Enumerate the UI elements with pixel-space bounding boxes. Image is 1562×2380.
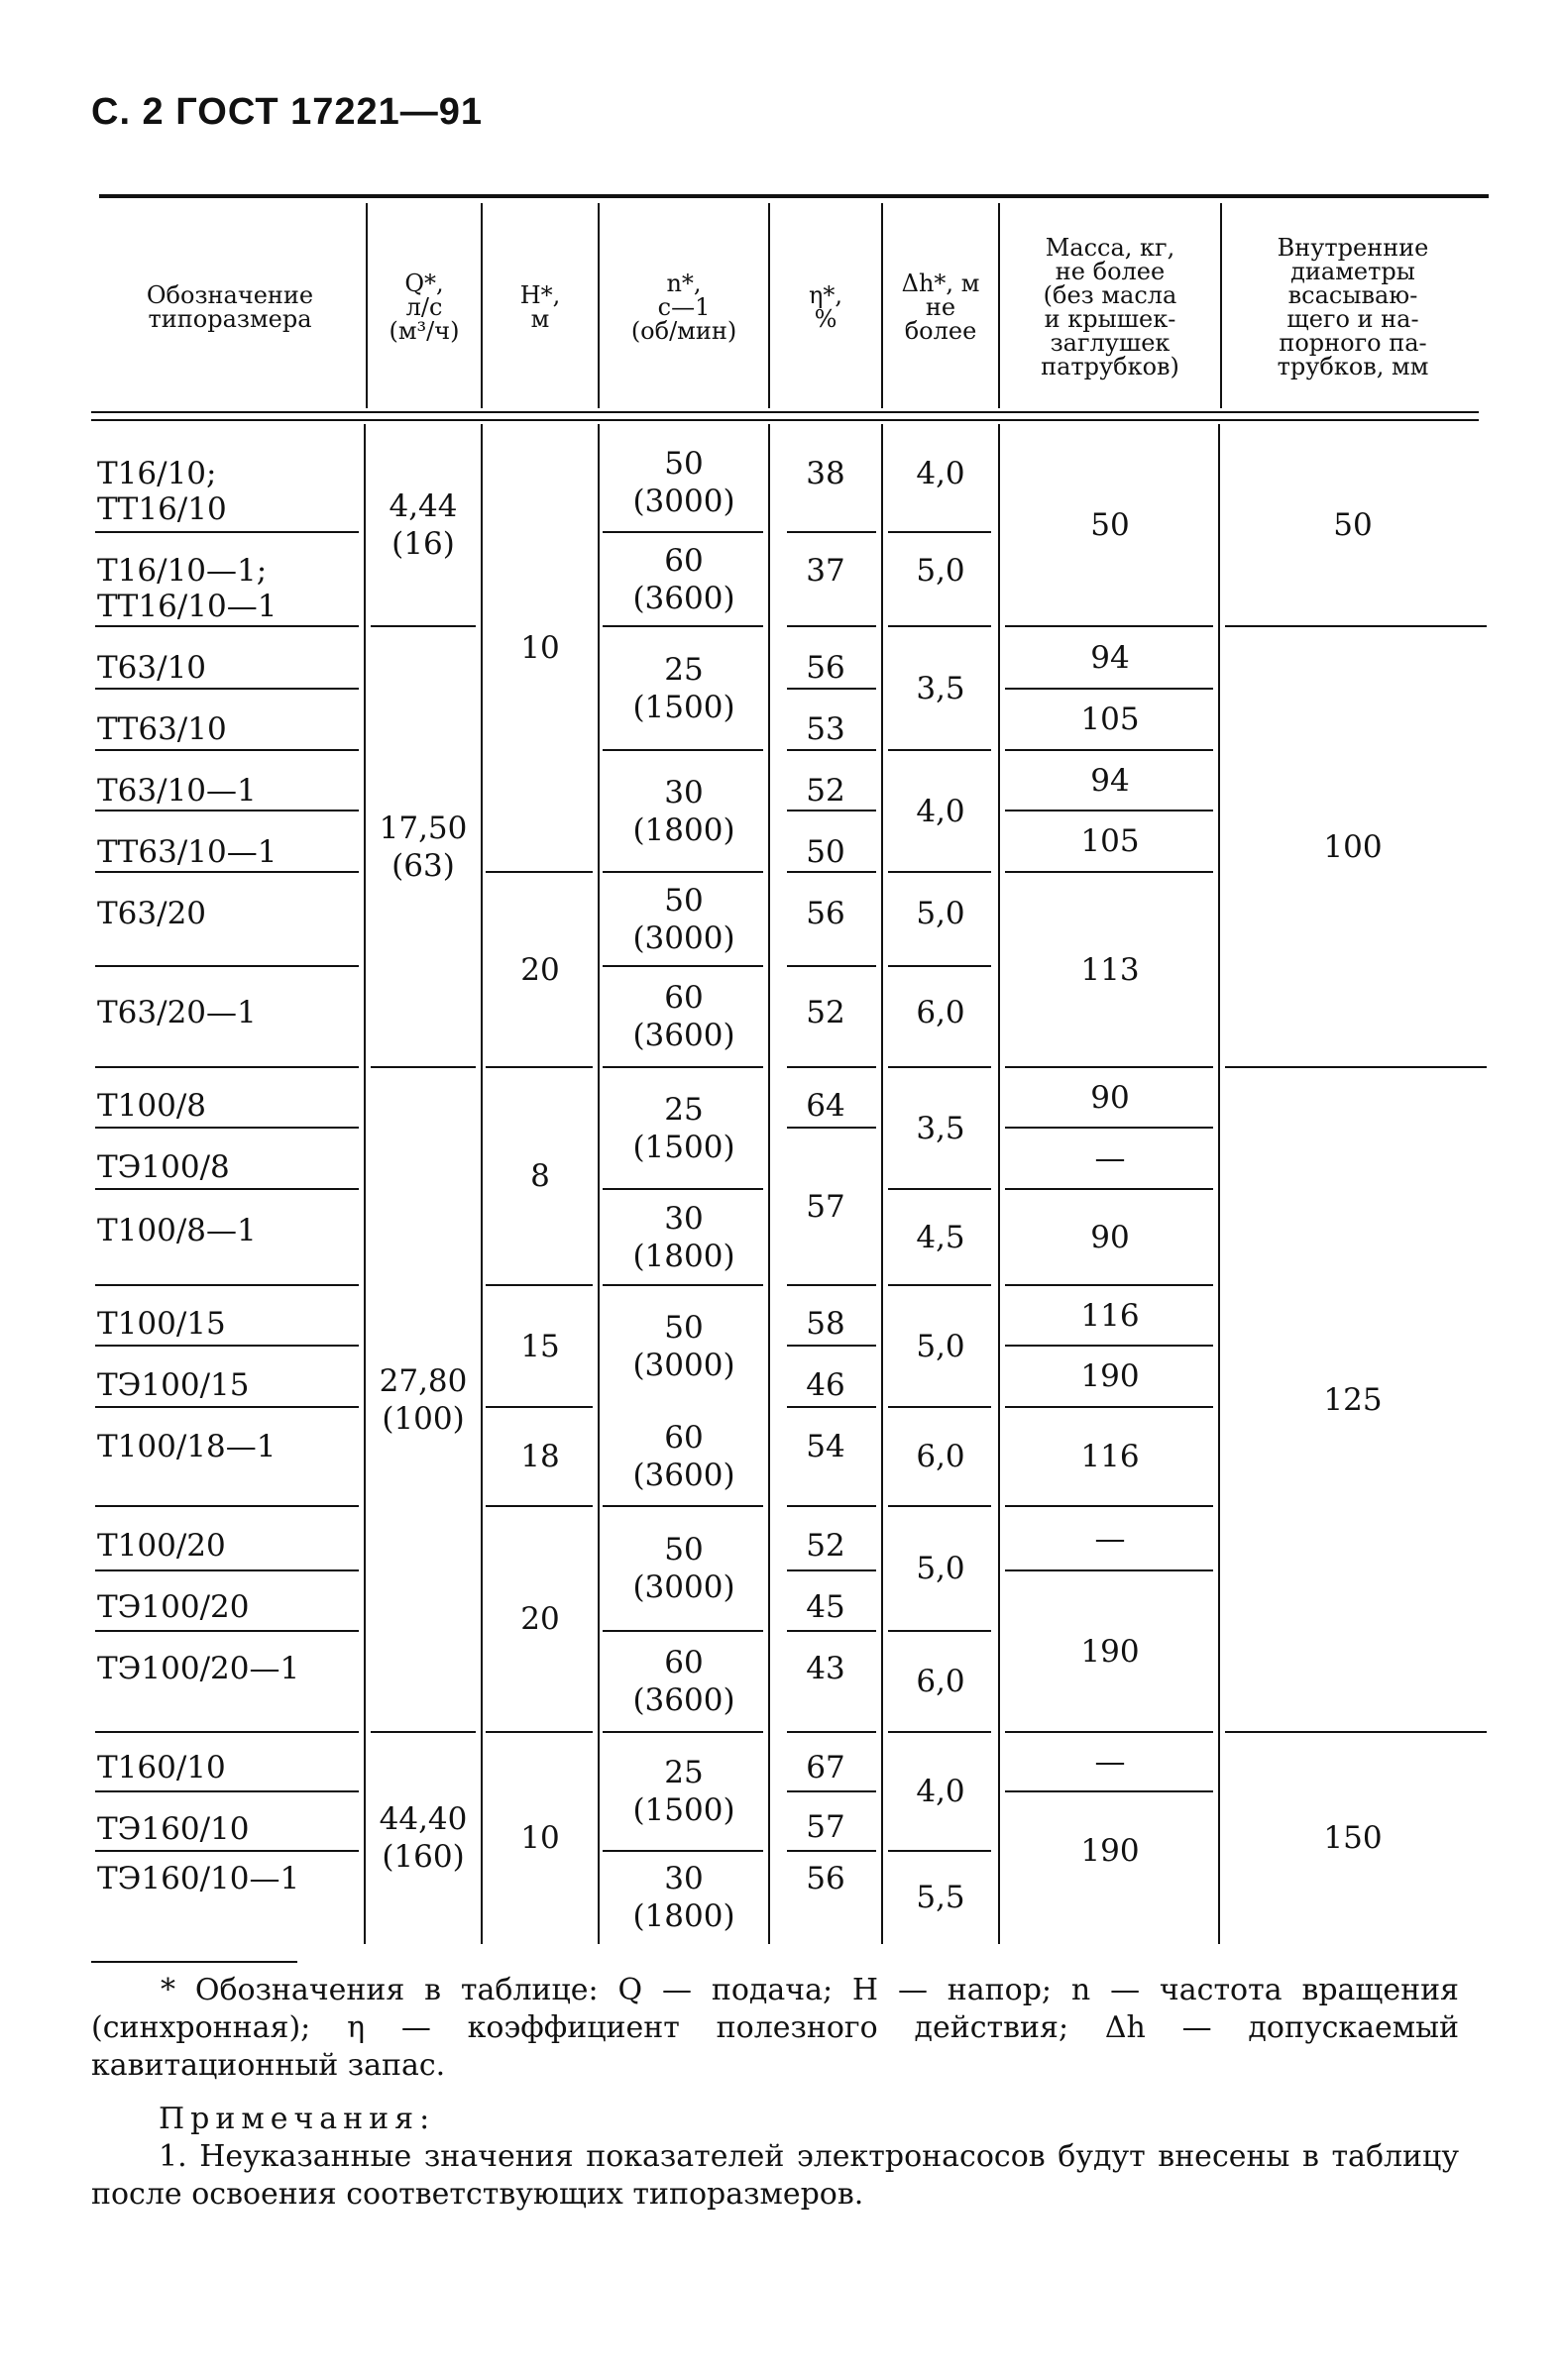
n-cell — [601, 1067, 767, 1189]
n-value: 50 — [664, 1532, 704, 1568]
header-dh-line: Δh*, м — [901, 270, 980, 297]
q-value-m3h: (16) — [391, 526, 455, 562]
designation-text: ТЭ160/10 — [97, 1811, 250, 1847]
designation-cell — [97, 894, 359, 933]
header-h-line: H*, — [519, 281, 561, 309]
h-cell — [484, 1285, 597, 1407]
designation-cell — [97, 1365, 359, 1405]
eta-value: 57 — [806, 1809, 845, 1845]
n-cell — [601, 532, 767, 626]
h-value: 10 — [520, 630, 560, 666]
n-value: 50 — [664, 882, 704, 919]
dh-value: 4,0 — [916, 456, 965, 491]
eta-value: 45 — [806, 1589, 845, 1625]
dh-value: 3,5 — [916, 670, 965, 706]
designation-cell — [97, 1147, 359, 1187]
n-value-rpm: (1800) — [632, 1238, 735, 1274]
n-value-rpm: (3600) — [632, 1682, 735, 1718]
eta-value: 54 — [806, 1429, 845, 1464]
dh-cell — [884, 1407, 997, 1506]
eta-cell — [771, 1427, 880, 1466]
designation-text: Т63/20 — [97, 896, 207, 931]
designation-cell — [97, 1809, 359, 1849]
n-value: 30 — [664, 1200, 704, 1237]
eta-cell — [771, 894, 880, 933]
designation-text: Т63/20—1 — [97, 995, 257, 1030]
designation-cell — [97, 1526, 359, 1566]
n-value: 30 — [664, 774, 704, 811]
mass-value: — — [1094, 1744, 1126, 1780]
dh-value: 5,0 — [916, 1328, 965, 1364]
eta-cell — [771, 1086, 880, 1126]
h-value: 15 — [520, 1328, 560, 1364]
designation-cell — [97, 1211, 359, 1250]
dh-value: 4,5 — [916, 1219, 965, 1255]
designation-cell — [97, 454, 359, 493]
header-mass-line: (без масла — [1043, 281, 1177, 309]
mass-cell — [1001, 1791, 1219, 1910]
eta-cell — [771, 454, 880, 493]
eta-cell — [771, 1587, 880, 1627]
eta-value: 46 — [806, 1367, 845, 1403]
n-value-rpm: (1500) — [632, 1129, 735, 1165]
designation-cell — [97, 993, 359, 1032]
designation-cell — [97, 1086, 359, 1126]
n-cell — [601, 1407, 767, 1506]
n-cell — [601, 1285, 767, 1407]
header-mass-line: заглушек — [1050, 329, 1171, 357]
mass-value: 116 — [1080, 1439, 1140, 1474]
h-cell — [484, 1407, 597, 1506]
dh-cell — [884, 1506, 997, 1631]
mass-cell — [1001, 1407, 1219, 1506]
mass-value: — — [1094, 1140, 1126, 1176]
dh-cell — [884, 454, 997, 493]
eta-cell — [771, 1304, 880, 1344]
dh-cell — [884, 1189, 997, 1285]
designation-cell — [97, 1427, 359, 1466]
mass-value: 190 — [1080, 1358, 1140, 1394]
eta-value: 38 — [806, 456, 845, 491]
designation-text: ТТ16/10 — [97, 491, 227, 527]
mass-cell — [1001, 1067, 1219, 1128]
designation-text: ТЭ100/15 — [97, 1367, 250, 1403]
mass-value: 94 — [1090, 639, 1130, 676]
mass-value: 94 — [1090, 762, 1130, 799]
eta-cell — [771, 648, 880, 688]
eta-value: 58 — [806, 1306, 845, 1342]
designation-text: ТЭ100/20—1 — [97, 1651, 300, 1686]
mass-value: 116 — [1080, 1297, 1140, 1334]
n-cell — [601, 1189, 767, 1285]
mass-value: 105 — [1080, 702, 1140, 737]
dh-cell — [884, 1067, 997, 1189]
designation-cell — [97, 1859, 359, 1898]
eta-cell — [771, 1649, 880, 1688]
designation-text: Т100/8 — [97, 1088, 207, 1124]
n-value-rpm: (1800) — [632, 1898, 735, 1934]
eta-value: 64 — [806, 1088, 845, 1124]
mass-cell — [1001, 1189, 1219, 1285]
eta-value: 52 — [806, 773, 845, 809]
h-cell — [484, 1506, 597, 1732]
eta-value: 53 — [806, 711, 845, 747]
designation-cell — [97, 1304, 359, 1344]
header-dh-line: не — [925, 293, 956, 321]
dh-cell — [884, 1631, 997, 1732]
n-value: 60 — [664, 980, 704, 1016]
mass-cell — [1001, 1732, 1219, 1791]
n-value-rpm: (1500) — [632, 689, 735, 725]
header-q — [369, 203, 480, 411]
designation-text: Т63/10—1 — [97, 773, 257, 809]
designation-cell — [97, 551, 359, 591]
header-dh-line: более — [904, 317, 977, 345]
n-cell — [601, 1732, 767, 1851]
header-diam-line: всасываю- — [1287, 281, 1418, 309]
dh-value: 5,5 — [916, 1880, 965, 1915]
q-value-m3h: (160) — [382, 1839, 465, 1875]
diam-cell — [1223, 1067, 1483, 1732]
header-mass-line: Масса, кг, — [1045, 234, 1175, 262]
q-value: 4,44 — [389, 488, 458, 524]
mass-cell — [1001, 811, 1219, 872]
mass-cell — [1001, 750, 1219, 811]
dh-value: 3,5 — [916, 1110, 965, 1146]
n-cell — [601, 872, 767, 966]
designation-text: ТЭ160/10—1 — [97, 1861, 300, 1896]
designation-cell — [97, 709, 359, 749]
dh-cell — [884, 1285, 997, 1407]
n-cell — [601, 1631, 767, 1732]
header-n-line: (об/мин) — [630, 317, 737, 345]
h-cell — [484, 1067, 597, 1285]
eta-cell — [771, 1365, 880, 1405]
mass-cell — [1001, 1570, 1219, 1732]
mass-value: 90 — [1090, 1079, 1130, 1116]
header-designation — [99, 203, 361, 411]
n-cell — [601, 432, 767, 532]
header-q-line: Q*, — [404, 270, 444, 297]
dh-cell — [884, 894, 997, 933]
n-value: 60 — [664, 1420, 704, 1456]
header-h — [484, 203, 597, 411]
designation-text: Т100/18—1 — [97, 1429, 277, 1464]
diam-value: 150 — [1323, 1820, 1383, 1856]
page-header: С. 2 ГОСТ 17221—91 — [91, 91, 484, 133]
n-value: 60 — [664, 542, 704, 579]
n-cell — [601, 750, 767, 872]
eta-value: 67 — [806, 1750, 845, 1785]
eta-value: 52 — [806, 995, 845, 1030]
q-cell — [367, 424, 480, 626]
header-diam-line: порного па- — [1279, 329, 1427, 357]
dh-value: 4,0 — [916, 793, 965, 829]
dh-cell — [884, 1732, 997, 1851]
q-cell — [367, 626, 480, 1067]
designation-cell — [97, 489, 359, 529]
n-value-rpm: (3000) — [632, 483, 735, 519]
designation-cell — [97, 648, 359, 688]
header-diam-line: трубков, мм — [1277, 353, 1429, 380]
dh-cell — [884, 1851, 997, 1944]
n-value-rpm: (1500) — [632, 1792, 735, 1828]
mass-value: 105 — [1080, 823, 1140, 859]
mass-value: 190 — [1080, 1633, 1140, 1670]
designation-text: Т160/10 — [97, 1750, 226, 1785]
header-diam — [1223, 203, 1483, 411]
mass-cell — [1001, 872, 1219, 1067]
header-mass-line: и крышек- — [1044, 305, 1176, 333]
designation-text: ТЭ100/8 — [97, 1149, 230, 1185]
q-cell — [367, 1732, 480, 1944]
dh-value: 6,0 — [916, 1664, 965, 1699]
n-cell — [601, 1506, 767, 1631]
n-value: 30 — [664, 1861, 704, 1896]
designation-text: Т100/20 — [97, 1528, 226, 1564]
n-value: 25 — [664, 651, 704, 688]
eta-cell — [771, 1748, 880, 1787]
diam-cell — [1223, 626, 1483, 1067]
mass-cell — [1001, 1285, 1219, 1346]
diam-value: 50 — [1333, 507, 1373, 543]
eta-cell — [771, 1807, 880, 1847]
designation-text: Т16/10—1; — [97, 553, 268, 589]
designation-text: ТТ16/10—1 — [97, 589, 278, 624]
header-diam-line: щего и на- — [1286, 305, 1419, 333]
dh-value: 5,0 — [916, 553, 965, 589]
h-cell — [484, 424, 597, 872]
n-value: 25 — [664, 1091, 704, 1128]
h-value: 18 — [520, 1439, 560, 1474]
designation-text: Т16/10; — [97, 456, 217, 491]
q-value: 44,40 — [379, 1801, 468, 1837]
designation-cell — [97, 771, 359, 811]
designation-text: Т100/15 — [97, 1306, 226, 1342]
header-mass-line: не более — [1055, 258, 1166, 285]
n-value-rpm: (3600) — [632, 1018, 735, 1053]
n-value-rpm: (3000) — [632, 1347, 735, 1383]
mass-value: 90 — [1090, 1219, 1130, 1255]
header-n-line: с—1 — [657, 293, 711, 321]
eta-cell — [771, 1859, 880, 1898]
q-value: 27,80 — [379, 1362, 468, 1399]
designation-text: ТЭ100/20 — [97, 1589, 250, 1625]
eta-value: 56 — [806, 1861, 845, 1896]
mass-cell — [1001, 1346, 1219, 1407]
n-cell — [601, 1851, 767, 1944]
header-designation-line: типоразмера — [148, 305, 312, 333]
mass-cell — [1001, 424, 1219, 626]
header-diam-line: Внутренние — [1277, 234, 1429, 262]
n-value-rpm: (3000) — [632, 920, 735, 956]
dh-cell — [884, 626, 997, 750]
eta-cell — [771, 551, 880, 591]
eta-value: 56 — [806, 650, 845, 686]
n-cell — [601, 966, 767, 1067]
mass-cell — [1001, 1128, 1219, 1189]
designation-cell — [97, 587, 359, 626]
n-value-rpm: (1800) — [632, 811, 735, 848]
n-value-rpm: (3600) — [632, 580, 735, 616]
n-value-rpm: (3000) — [632, 1569, 735, 1605]
h-value: 20 — [520, 1601, 560, 1637]
designation-cell — [97, 1748, 359, 1787]
mass-cell — [1001, 626, 1219, 689]
mass-cell — [1001, 1506, 1219, 1570]
dh-value: 6,0 — [916, 995, 965, 1030]
n-value: 60 — [664, 1645, 704, 1680]
diam-cell — [1223, 1732, 1483, 1944]
header-h-line: м — [530, 305, 550, 333]
footnote: * Обозначения в таблице: Q — подача; H — напор; n — частота вращения (синхронная); η — коэффициент полезного действия; Δh — допускаемый кавитационный запас. — [91, 1973, 1459, 2083]
designation-cell — [97, 1587, 359, 1627]
dh-value: 4,0 — [916, 1774, 965, 1809]
q-value-m3h: (100) — [382, 1400, 465, 1437]
header-diam-line: диаметры — [1290, 258, 1415, 285]
header-mass — [1001, 203, 1219, 411]
eta-value: 56 — [806, 896, 845, 931]
header-eta-line: % — [814, 305, 837, 333]
header-mass-line: патрубков) — [1041, 353, 1179, 380]
designation-text: ТТ63/10 — [97, 711, 227, 747]
q-value-m3h: (63) — [391, 847, 455, 884]
n-value: 50 — [664, 1309, 704, 1346]
dh-value: 5,0 — [916, 896, 965, 931]
designation-cell — [97, 832, 359, 872]
h-value: 20 — [520, 951, 560, 988]
dh-cell — [884, 750, 997, 872]
n-value-rpm: (3600) — [632, 1458, 735, 1493]
n-cell — [601, 626, 767, 750]
header-dh — [884, 203, 997, 411]
header-q-line: (м³/ч) — [389, 317, 460, 345]
q-cell — [367, 1067, 480, 1732]
q-value: 17,50 — [379, 810, 468, 846]
mass-cell — [1001, 689, 1219, 750]
dh-cell — [884, 551, 997, 591]
n-value: 50 — [664, 445, 704, 482]
designation-cell — [97, 1649, 359, 1688]
h-value: 8 — [530, 1158, 550, 1194]
h-value: 10 — [520, 1820, 560, 1856]
h-cell — [484, 872, 597, 1067]
mass-value: 50 — [1090, 507, 1130, 543]
eta-cell — [771, 1526, 880, 1566]
header-eta-line: η*, — [808, 281, 842, 309]
n-value: 25 — [664, 1755, 704, 1790]
header-eta — [771, 203, 880, 411]
eta-value: 52 — [806, 1528, 845, 1564]
designation-text: Т63/10 — [97, 650, 207, 686]
diam-value: 125 — [1323, 1381, 1383, 1418]
note-1: 1. Неуказанные значения показателей электронасосов будут внесены в таблицу после освоения соответствующих типоразмеров. — [91, 2139, 1459, 2212]
eta-cell — [771, 709, 880, 749]
diam-value: 100 — [1323, 828, 1383, 865]
notes-title: Примечания: — [159, 2102, 436, 2136]
header-q-line: л/с — [405, 293, 443, 321]
eta-cell — [771, 771, 880, 811]
eta-value: 37 — [806, 553, 845, 589]
designation-text: Т100/8—1 — [97, 1213, 257, 1248]
eta-value: 50 — [806, 834, 845, 870]
designation-text: ТТ63/10—1 — [97, 834, 278, 870]
dh-value: 6,0 — [916, 1439, 965, 1474]
mass-value: 190 — [1080, 1833, 1140, 1869]
dh-cell — [884, 993, 997, 1032]
eta-cell — [771, 1128, 880, 1285]
mass-value: 113 — [1080, 951, 1140, 988]
header-designation-line: Обозначение — [146, 281, 314, 309]
dh-value: 5,0 — [916, 1551, 965, 1586]
eta-value: 43 — [806, 1651, 845, 1686]
eta-cell — [771, 832, 880, 872]
header-n-line: n*, — [666, 270, 702, 297]
eta-cell — [771, 993, 880, 1032]
eta-value: 57 — [806, 1188, 845, 1225]
mass-value: — — [1094, 1520, 1126, 1557]
header-n — [601, 203, 767, 411]
h-cell — [484, 1732, 597, 1944]
diam-cell — [1223, 424, 1483, 626]
